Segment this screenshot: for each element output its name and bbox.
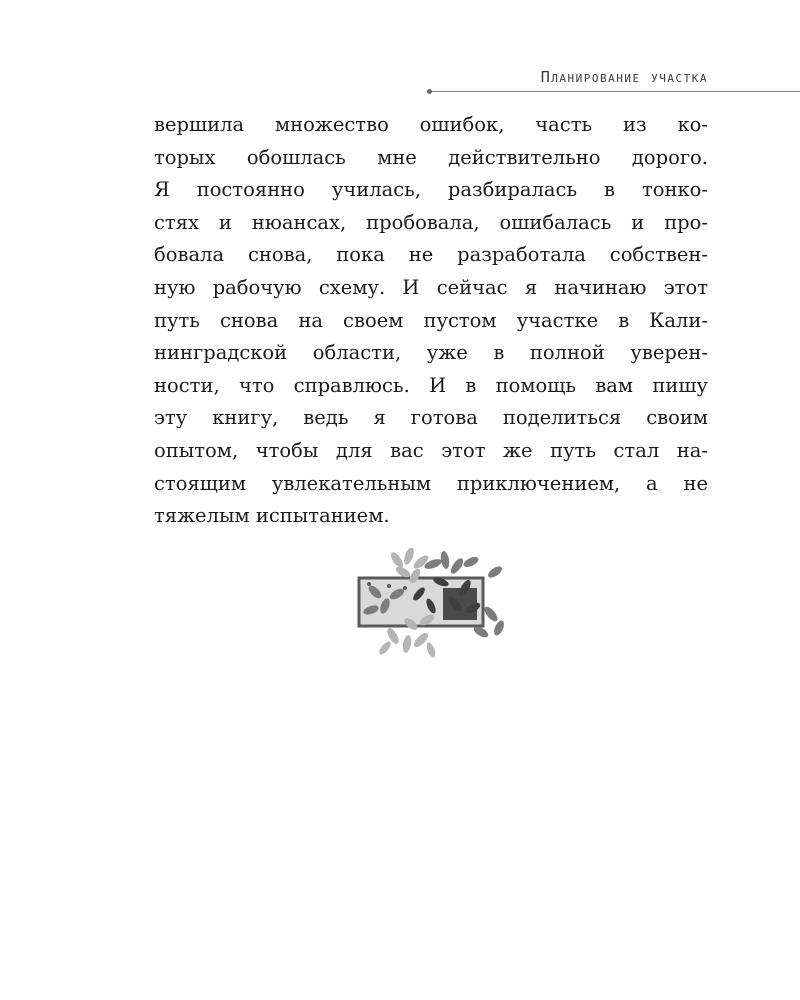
body-paragraph xyxy=(154,109,708,533)
text-line: ности, что справлюсь. И в помощь вам пишу xyxy=(154,373,708,397)
header-rule xyxy=(430,91,800,92)
text-line: бовала снова, пока не разработала собствен- xyxy=(154,243,708,267)
text-line: нинградской области, уже в полной уверен- xyxy=(154,341,708,365)
text-line: стях и нюансах, пробовала, ошибалась и про- xyxy=(154,210,708,234)
text-line: стоящим увлекательным приключением, а не xyxy=(154,471,708,495)
text-line: вершила множество ошибок, часть из ко- xyxy=(154,113,708,136)
text-line: тяжелым испытанием. xyxy=(154,504,390,528)
text-line: Я постоянно училась, разбиралась в тонко- xyxy=(154,178,708,202)
text-line: торых обошлась мне действительно дорого. xyxy=(154,145,708,169)
text-line: эту книгу, ведь я готова поделиться своим xyxy=(154,406,708,430)
leaf-frame-ornament-icon xyxy=(345,548,515,660)
header-rule-dot xyxy=(427,89,432,94)
text-line: путь снова на своем пустом участке в Кали- xyxy=(154,308,708,332)
text-line: опытом, чтобы для вас этот же путь стал на- xyxy=(154,438,708,462)
running-header: Планирование участка xyxy=(540,68,708,86)
text-line: ную рабочую схему. И сейчас я начинаю этот xyxy=(154,275,708,299)
